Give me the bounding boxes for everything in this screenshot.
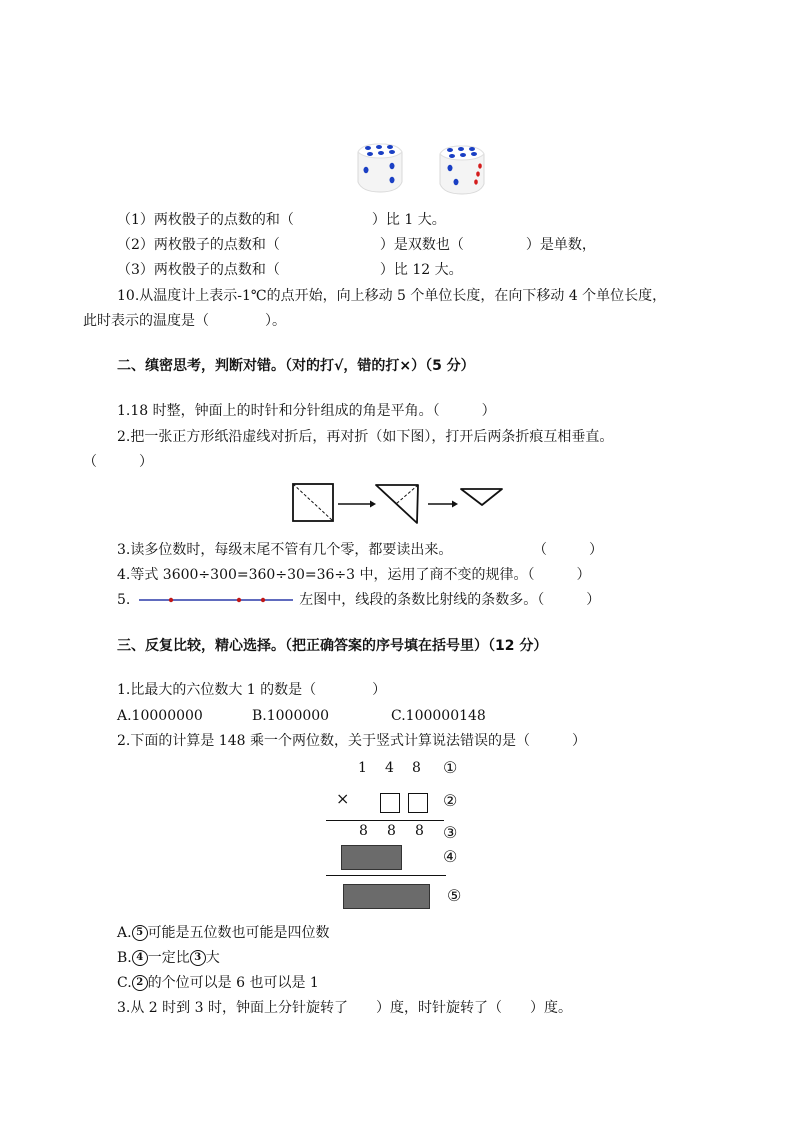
digit: 1 (358, 760, 367, 776)
option-text: 大 (205, 950, 220, 966)
times-sign: × (336, 789, 350, 808)
circled-number: 5 (132, 925, 148, 941)
question-text: （2）两枚骰子的点数和（ (117, 237, 280, 253)
hidden-partial-product (341, 845, 402, 870)
marker-1: ① (443, 758, 458, 777)
rule-line (326, 820, 444, 821)
dice-image-left (352, 138, 408, 196)
judge-question-2-line1: 2.把一张正方形纸沿虚线对折后，再对折（如下图），打开后两条折痕互相垂直。 (117, 429, 614, 445)
choice-question-2: 2.下面的计算是 148 乘一个两位数，关于竖式计算说法错误的是（ ） (117, 733, 586, 749)
circled-number: 4 (132, 950, 148, 966)
dice-image-right (436, 140, 490, 198)
section-2-title: 二、缜密思考，判断对错。（对的打√，错的打×）（5 分） (117, 358, 475, 374)
mult-option-b (117, 948, 220, 968)
dice-question-1 (117, 210, 446, 230)
choice-option-b: B.1000000 (252, 708, 330, 724)
marker-3: ③ (443, 823, 458, 842)
question-text: ）是双数也（ (379, 237, 464, 253)
choice-question-3: 3.从 2 时到 3 时，钟面上分针旋转了 ）度，时针旋转了（ ）度。 (117, 1000, 572, 1016)
option-text: 可能是五位数也可能是四位数 (147, 925, 330, 941)
digit: 8 (415, 823, 424, 839)
judge-question-3-paren: （ ） (533, 542, 603, 558)
blank-box-tens (380, 793, 400, 813)
paper-folding-diagram (290, 482, 506, 524)
dice-question-3 (117, 260, 463, 280)
question-text: ）是单数， (525, 237, 596, 253)
dice-question-2 (117, 235, 596, 255)
option-letter: B. (117, 950, 132, 966)
judge-question-3: 3.读多位数时，每级末尾不管有几个零，都要读出来。 (117, 542, 453, 558)
hidden-final-product (343, 884, 430, 909)
section-3-title: 三、反复比较，精心选择。（把正确答案的序号填在括号里）（12 分） (117, 638, 548, 654)
judge-question-2-line2: （ ） (83, 454, 153, 470)
question-text: ）比 12 大。 (379, 262, 463, 278)
question-text: 左图中，线段的条数比射线的条数多。（ ） (299, 592, 601, 608)
choice-option-a: A.10000000 (117, 708, 203, 724)
digit: 8 (412, 760, 421, 776)
circled-number: 2 (132, 975, 148, 991)
question-text: （3）两枚骰子的点数和（ (117, 262, 280, 278)
judge-question-1: 1.18 时整，钟面上的时针和分针组成的角是平角。（ ） (117, 403, 496, 419)
choice-option-c: C.100000148 (391, 708, 486, 724)
rule-line (326, 875, 446, 876)
question-10-line1: 10.从温度计上表示-1℃的点开始，向上移动 5 个单位长度，在向下移动 4 个单位长度， (117, 288, 667, 304)
judge-question-5 (117, 590, 600, 610)
blank-box-ones (408, 793, 428, 813)
question-text: （1）两枚骰子的点数的和（ (117, 212, 294, 228)
question-10-line2: 此时表示的温度是（ ）。 (83, 313, 286, 329)
mult-option-c (117, 973, 319, 993)
digit: 8 (359, 823, 368, 839)
question-number: 5. (117, 592, 131, 608)
question-text: ）比 1 大。 (371, 212, 446, 228)
option-letter: A. (117, 925, 132, 941)
option-text: 一定比 (147, 950, 190, 966)
marker-4: ④ (443, 847, 458, 866)
marker-2: ② (443, 791, 458, 810)
circled-number: 3 (190, 950, 206, 966)
line-segment-figure (139, 594, 293, 606)
digit: 8 (387, 823, 396, 839)
marker-5: ⑤ (447, 886, 462, 905)
mult-option-a (117, 923, 330, 943)
option-text: 的个位可以是 6 也可以是 1 (147, 975, 319, 991)
choice-question-1: 1.比最大的六位数大 1 的数是（ ） (117, 682, 387, 698)
judge-question-4: 4.等式 3600÷300=360÷30=36÷3 中，运用了商不变的规律。（ ） (117, 567, 591, 583)
digit: 4 (385, 760, 394, 776)
option-letter: C. (117, 975, 132, 991)
